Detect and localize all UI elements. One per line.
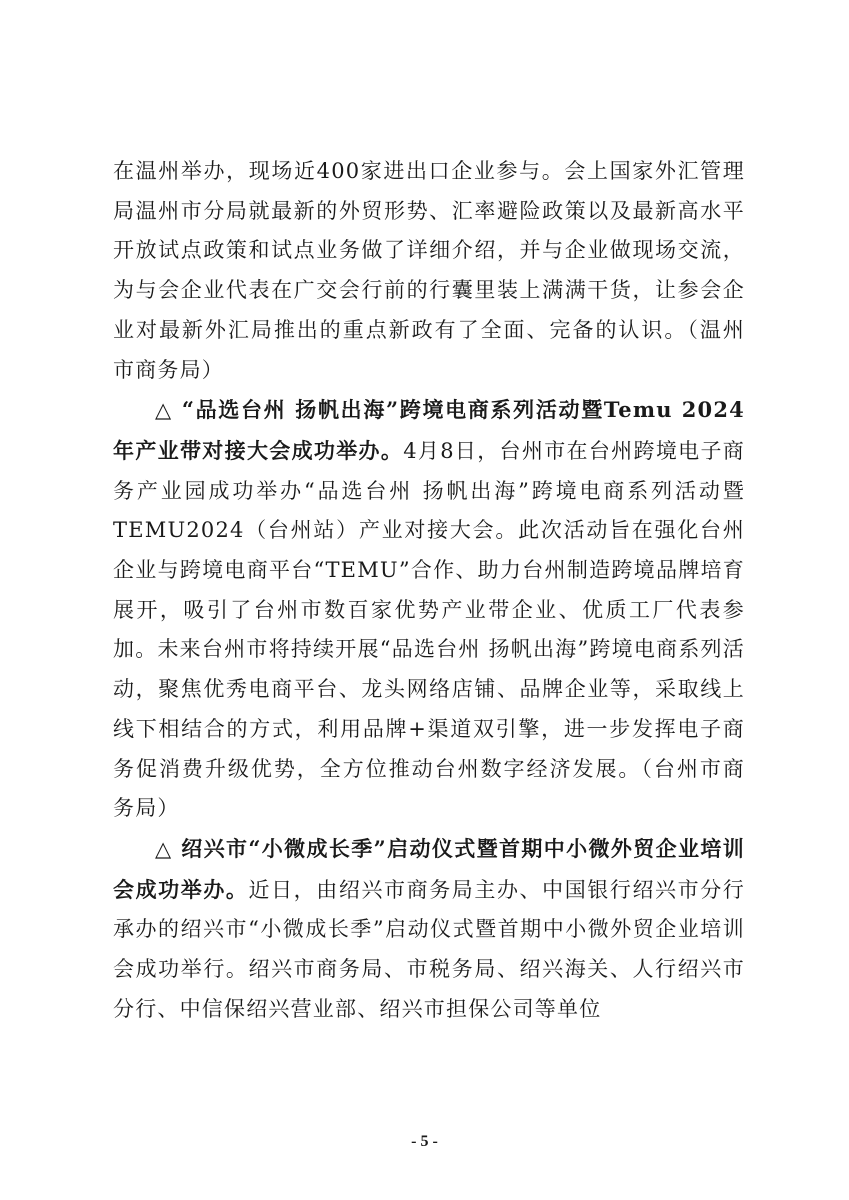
paragraph-wenzhou-body: 在温州举办，现场近400家进出口企业参与。会上国家外汇管理局温州市分局就最新的外贸形势、汇率避险政策以及最新高水平开放试点政策和试点业务做了详细介绍，并与企业做现场交流，为与会企业代表在广交会行前的行囊里装上满满干货，让参会企业对最新外汇局推出的重点新政有了全面、完备的认识。（温州市商务局） [113,159,745,382]
paragraph-shaoxing-heading: △ 绍兴市“小微成长季”启动仪式暨首期中小微外贸企业培训会成功举办。 [113,835,745,902]
paragraph-taizhou-heading: △ “品选台州 扬帆出海”跨境电商系列活动暨Temu 2024年产业带对接大会成功举办。 [113,397,745,463]
paragraph-wenzhou [113,152,745,390]
paragraph-shaoxing [113,829,745,1030]
paragraph-shaoxing-body: 近日，由绍兴市商务局主办、中国银行绍兴市分行承办的绍兴市“小微成长季”启动仪式暨首期中小微外贸企业培训会成功举行。绍兴市商务局、市税务局、绍兴海关、人行绍兴市分行、中信保绍兴营业部、绍兴市担保公司等单位 [113,877,745,1021]
paragraph-taizhou-body: 4月8日，台州市在台州跨境电子商务产业园成功举办“品选台州 扬帆出海”跨境电商系列活动暨TEMU2024（台州站）产业对接大会。此次活动旨在强化台州企业与跨境电商平台“TEMU”合作、助力台州制造跨境品牌培育展开，吸引了台州市数百家优势产业带企业、优质工厂代表参加。未来台州市将持续开展“品选台州 扬帆出海”跨境电商系列活动，聚焦优秀电商平台、龙头网络店铺、品牌企业等，采取线上线下相结合的方式，利用品牌+渠道双引擎，进一步发挥电子商务促消费升级优势，全方位推动台州数字经济发展。（台州市商务局） [113,438,745,821]
page-number: - 5 - [411,1133,438,1150]
paragraph-taizhou [113,390,745,829]
document-page [113,152,745,1029]
